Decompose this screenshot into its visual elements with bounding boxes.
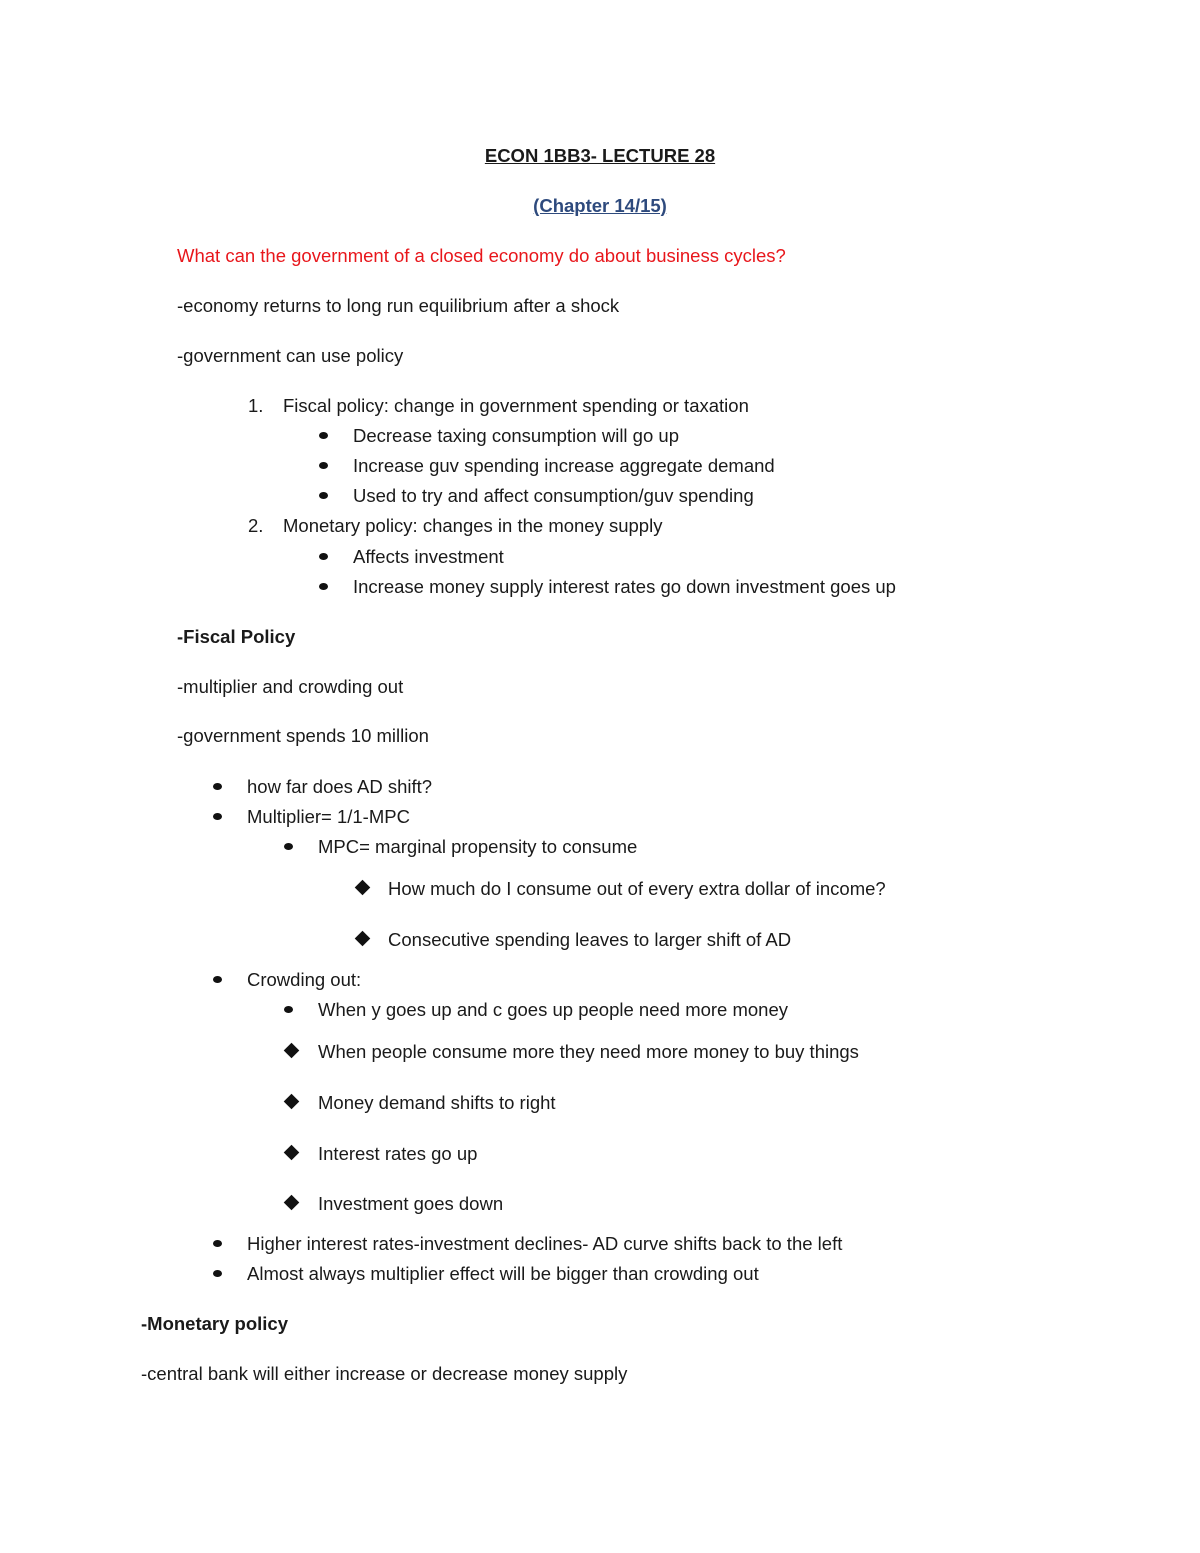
lead-question: What can the government of a closed economy do about business cycles? <box>177 245 786 266</box>
bullet-dot-icon <box>284 843 293 850</box>
note-line: -multiplier and crowding out <box>177 676 404 697</box>
list-item: Used to try and affect consumption/guv spending <box>353 485 754 506</box>
section-heading-monetary: -Monetary policy <box>141 1313 288 1334</box>
bullet-dot-icon <box>284 1006 293 1013</box>
policy-item: Monetary policy: changes in the money supply <box>283 515 663 536</box>
section-heading-fiscal: -Fiscal Policy <box>177 626 296 647</box>
intro-line: -government can use policy <box>177 345 404 366</box>
list-item: How much do I consume out of every extra dollar of income? <box>388 878 886 899</box>
chapter-reference: (Chapter 14/15) <box>533 195 667 216</box>
list-item: how far does AD shift? <box>247 776 433 797</box>
diamond-bullet-icon <box>284 1094 300 1110</box>
list-item: Interest rates go up <box>318 1143 478 1164</box>
bullet-dot-icon <box>319 492 328 499</box>
list-item: When people consume more they need more money to buy things <box>318 1041 859 1062</box>
diamond-bullet-icon <box>284 1145 300 1161</box>
list-item: Almost always multiplier effect will be bigger than crowding out <box>247 1263 759 1284</box>
diamond-bullet-icon <box>355 931 371 947</box>
bullet-dot-icon <box>319 462 328 469</box>
list-number: 1. <box>248 395 264 416</box>
list-item: When y goes up and c goes up people need more money <box>318 999 789 1020</box>
diamond-bullet-icon <box>355 880 371 896</box>
intro-line: -economy returns to long run equilibrium after a shock <box>177 295 620 316</box>
list-item: Decrease taxing consumption will go up <box>353 425 679 446</box>
list-item: Money demand shifts to right <box>318 1092 556 1113</box>
bullet-dot-icon <box>213 976 222 983</box>
note-line: -central bank will either increase or decrease money supply <box>141 1363 628 1384</box>
list-item: Consecutive spending leaves to larger shift of AD <box>388 929 792 950</box>
list-item: MPC= marginal propensity to consume <box>318 836 638 857</box>
bullet-dot-icon <box>213 1270 222 1277</box>
note-line: -government spends 10 million <box>177 725 429 746</box>
list-number: 2. <box>248 515 264 536</box>
bullet-dot-icon <box>319 432 328 439</box>
bullet-dot-icon <box>319 553 328 560</box>
diamond-bullet-icon <box>284 1043 300 1059</box>
list-item: Multiplier= 1/1-MPC <box>247 806 410 827</box>
list-item: Increase guv spending increase aggregate demand <box>353 455 775 476</box>
policy-item: Fiscal policy: change in government spending or taxation <box>283 395 749 416</box>
bullet-dot-icon <box>319 583 328 590</box>
bullet-dot-icon <box>213 813 222 820</box>
list-item: Increase money supply interest rates go down investment goes up <box>353 576 896 597</box>
list-item: Higher interest rates-investment declines- AD curve shifts back to the left <box>247 1233 843 1254</box>
diamond-bullet-icon <box>284 1195 300 1211</box>
bullet-dot-icon <box>213 1240 222 1247</box>
list-item: Crowding out: <box>247 969 362 990</box>
list-item: Affects investment <box>353 546 504 567</box>
list-item: Investment goes down <box>318 1193 504 1214</box>
document-title: ECON 1BB3- LECTURE 28 <box>484 145 716 166</box>
bullet-dot-icon <box>213 783 222 790</box>
